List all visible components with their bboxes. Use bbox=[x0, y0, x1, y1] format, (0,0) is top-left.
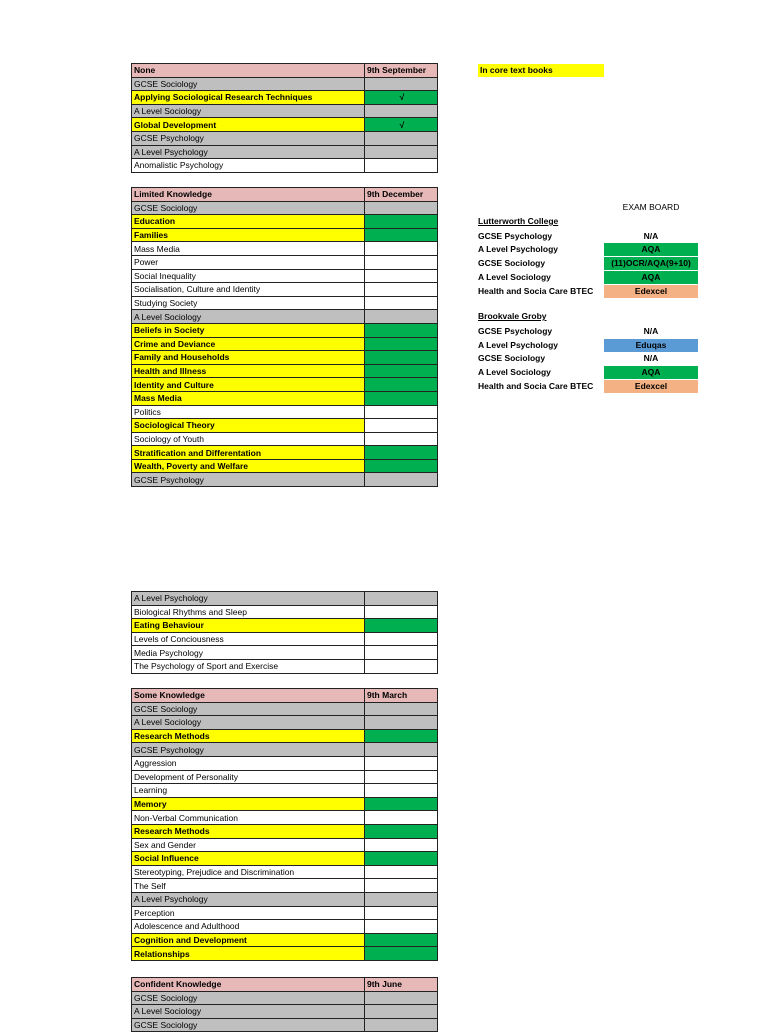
row-label: A Level Sociology bbox=[132, 1005, 365, 1019]
row-label: Non-Verbal Communication bbox=[132, 811, 365, 825]
table-row bbox=[132, 118, 438, 132]
row-label: A Level Psychology bbox=[132, 592, 365, 606]
exam-board-value: Eduqas bbox=[604, 339, 698, 352]
exam-board-row bbox=[478, 380, 698, 393]
table-row bbox=[132, 838, 438, 852]
table-row bbox=[132, 1005, 438, 1019]
table-row bbox=[132, 269, 438, 283]
row-status-cell bbox=[365, 756, 438, 770]
row-status-cell bbox=[365, 797, 438, 811]
row-status-cell bbox=[365, 933, 438, 947]
table-header-row bbox=[132, 978, 438, 992]
row-status-cell bbox=[365, 702, 438, 716]
row-status-cell bbox=[365, 242, 438, 256]
row-status-cell bbox=[365, 947, 438, 961]
row-label: The Self bbox=[132, 879, 365, 893]
table-row bbox=[132, 729, 438, 743]
row-status-cell bbox=[365, 364, 438, 378]
row-label: A Level Psychology bbox=[132, 892, 365, 906]
exam-board-value: N/A bbox=[643, 353, 659, 364]
exam-board-value: AQA bbox=[604, 366, 698, 379]
exam-board-row bbox=[478, 230, 698, 243]
table-row bbox=[132, 1018, 438, 1032]
row-status-cell bbox=[365, 879, 438, 893]
exam-board-value: AQA bbox=[604, 271, 698, 284]
exam-board-row bbox=[478, 257, 698, 270]
row-status-cell bbox=[365, 852, 438, 866]
table-row bbox=[132, 892, 438, 906]
course-label: Health and Socia Care BTEC bbox=[478, 285, 594, 296]
table-row bbox=[132, 716, 438, 730]
table-row bbox=[132, 228, 438, 242]
row-status-cell bbox=[365, 619, 438, 633]
table-row bbox=[132, 378, 438, 392]
row-status-cell bbox=[365, 215, 438, 229]
row-label: A Level Sociology bbox=[132, 104, 365, 118]
course-label: A Level Psychology bbox=[478, 244, 558, 255]
row-label: GCSE Sociology bbox=[132, 702, 365, 716]
table-limited-knowledge bbox=[131, 187, 438, 487]
course-label: A Level Sociology bbox=[478, 367, 551, 377]
table-header-date: 9th September bbox=[365, 64, 438, 78]
row-label: A Level Psychology bbox=[132, 145, 365, 159]
table-none bbox=[131, 63, 438, 173]
table-header-row bbox=[132, 689, 438, 703]
table-header-label: None bbox=[132, 64, 365, 78]
row-label: Biological Rhythms and Sleep bbox=[132, 605, 365, 619]
table-row bbox=[132, 255, 438, 269]
row-label: Development of Personality bbox=[132, 770, 365, 784]
row-status-cell bbox=[365, 104, 438, 118]
course-label: GCSE Sociology bbox=[478, 353, 546, 364]
row-label: Education bbox=[132, 215, 365, 229]
exam-board-value: N/A bbox=[643, 230, 659, 241]
exam-board-value: (11)OCR/AQA(9+10) bbox=[604, 257, 698, 270]
row-status-cell bbox=[365, 892, 438, 906]
row-label: A Level Sociology bbox=[132, 716, 365, 730]
row-label: GCSE Sociology bbox=[132, 991, 365, 1005]
row-status-cell bbox=[365, 459, 438, 473]
exam-board-value: N/A bbox=[643, 325, 659, 336]
table-row bbox=[132, 364, 438, 378]
row-status-cell bbox=[365, 991, 438, 1005]
row-status-cell bbox=[365, 283, 438, 297]
table-row bbox=[132, 104, 438, 118]
exam-board-value: Edexcel bbox=[604, 285, 698, 298]
table-row bbox=[132, 473, 438, 487]
row-label: Social Influence bbox=[132, 852, 365, 866]
row-status-cell bbox=[365, 296, 438, 310]
table-header-date: 9th March bbox=[365, 689, 438, 703]
table-row bbox=[132, 419, 438, 433]
table-row bbox=[132, 797, 438, 811]
table-row bbox=[132, 310, 438, 324]
table-row bbox=[132, 933, 438, 947]
course-label: GCSE Psychology bbox=[478, 230, 553, 241]
row-status-cell: √ bbox=[365, 91, 438, 105]
row-label: GCSE Psychology bbox=[132, 473, 365, 487]
row-label: Health and Illness bbox=[132, 364, 365, 378]
row-label: Research Methods bbox=[132, 729, 365, 743]
table-row bbox=[132, 446, 438, 460]
course-label: GCSE Sociology bbox=[478, 258, 546, 269]
table-row bbox=[132, 865, 438, 879]
table-row bbox=[132, 337, 438, 351]
table-row bbox=[132, 145, 438, 159]
table-row bbox=[132, 351, 438, 365]
row-status-cell bbox=[365, 337, 438, 351]
row-status-cell bbox=[365, 310, 438, 324]
row-status-cell bbox=[365, 391, 438, 405]
row-status-cell bbox=[365, 784, 438, 798]
table-row bbox=[132, 824, 438, 838]
row-label: Politics bbox=[132, 405, 365, 419]
row-label: Power bbox=[132, 255, 365, 269]
table-a-level-psychology bbox=[131, 591, 438, 674]
row-label: Relationships bbox=[132, 947, 365, 961]
row-label: Identity and Culture bbox=[132, 378, 365, 392]
row-label: Social Inequality bbox=[132, 269, 365, 283]
row-label: Learning bbox=[132, 784, 365, 798]
row-label: GCSE Psychology bbox=[132, 743, 365, 757]
course-label: Health and Socia Care BTEC bbox=[478, 380, 594, 391]
table-header-label: Some Knowledge bbox=[132, 689, 365, 703]
row-label: Research Methods bbox=[132, 824, 365, 838]
table-row bbox=[132, 605, 438, 619]
legend-core-text-books bbox=[478, 64, 604, 77]
table-row bbox=[132, 646, 438, 660]
row-status-cell bbox=[365, 131, 438, 145]
row-status-cell bbox=[365, 659, 438, 673]
row-status-cell bbox=[365, 920, 438, 934]
table-row bbox=[132, 947, 438, 961]
table-row bbox=[132, 879, 438, 893]
table-row bbox=[132, 201, 438, 215]
table-row bbox=[132, 659, 438, 673]
row-label: Memory bbox=[132, 797, 365, 811]
row-label: Anomalistic Psychology bbox=[132, 159, 365, 173]
row-status-cell bbox=[365, 824, 438, 838]
table-row bbox=[132, 906, 438, 920]
table-row bbox=[132, 405, 438, 419]
row-status-cell bbox=[365, 473, 438, 487]
row-status-cell bbox=[365, 77, 438, 91]
exam-board-row bbox=[478, 325, 698, 338]
row-status-cell bbox=[365, 378, 438, 392]
table-row bbox=[132, 296, 438, 310]
exam-board-row bbox=[478, 271, 698, 284]
row-status-cell bbox=[365, 646, 438, 660]
row-status-cell bbox=[365, 351, 438, 365]
table-header-date: 9th December bbox=[365, 188, 438, 202]
row-status-cell bbox=[365, 906, 438, 920]
table-header-row bbox=[132, 64, 438, 78]
exam-board-value: Edexcel bbox=[604, 380, 698, 393]
table-row bbox=[132, 159, 438, 173]
table-row bbox=[132, 756, 438, 770]
row-status-cell bbox=[365, 201, 438, 215]
row-label: GCSE Sociology bbox=[132, 201, 365, 215]
row-label: Media Psychology bbox=[132, 646, 365, 660]
row-status-cell bbox=[365, 446, 438, 460]
row-status-cell bbox=[365, 1005, 438, 1019]
row-status-cell bbox=[365, 605, 438, 619]
table-row bbox=[132, 619, 438, 633]
row-label: Wealth, Poverty and Welfare bbox=[132, 459, 365, 473]
row-status-cell bbox=[365, 838, 438, 852]
row-status-cell bbox=[365, 145, 438, 159]
exam-board-row bbox=[478, 285, 698, 298]
table-row bbox=[132, 920, 438, 934]
row-status-cell bbox=[365, 255, 438, 269]
exam-board-row bbox=[478, 339, 698, 352]
exam-board-row bbox=[478, 352, 698, 365]
row-label: Cognition and Development bbox=[132, 933, 365, 947]
row-label: Stratification and Differentation bbox=[132, 446, 365, 460]
row-label: GCSE Sociology bbox=[132, 77, 365, 91]
table-header-row bbox=[132, 188, 438, 202]
row-label: A Level Sociology bbox=[132, 310, 365, 324]
row-label: Sex and Gender bbox=[132, 838, 365, 852]
college-name: Brookvale Groby bbox=[478, 311, 547, 322]
table-row bbox=[132, 391, 438, 405]
table-row bbox=[132, 215, 438, 229]
table-row bbox=[132, 323, 438, 337]
row-status-cell bbox=[365, 729, 438, 743]
row-status-cell bbox=[365, 716, 438, 730]
table-row bbox=[132, 991, 438, 1005]
table-row bbox=[132, 77, 438, 91]
college-name: Lutterworth College bbox=[478, 216, 559, 226]
row-status-cell bbox=[365, 269, 438, 283]
table-row bbox=[132, 459, 438, 473]
row-label: Socialisation, Culture and Identity bbox=[132, 283, 365, 297]
row-label: Global Development bbox=[132, 118, 365, 132]
row-status-cell bbox=[365, 743, 438, 757]
table-row bbox=[132, 852, 438, 866]
table-row bbox=[132, 743, 438, 757]
table-row bbox=[132, 784, 438, 798]
table-header-label: Limited Knowledge bbox=[132, 188, 365, 202]
row-status-cell bbox=[365, 323, 438, 337]
row-label: Eating Behaviour bbox=[132, 619, 365, 633]
row-label: Sociology of Youth bbox=[132, 432, 365, 446]
table-header-date: 9th June bbox=[365, 978, 438, 992]
exam-board-row bbox=[478, 243, 698, 256]
course-label: A Level Sociology bbox=[478, 271, 551, 282]
row-status-cell bbox=[365, 865, 438, 879]
row-label: Perception bbox=[132, 906, 365, 920]
row-status-cell bbox=[365, 228, 438, 242]
exam-board-value: AQA bbox=[604, 243, 698, 256]
table-row bbox=[132, 131, 438, 145]
row-label: Mass Media bbox=[132, 391, 365, 405]
table-row bbox=[132, 770, 438, 784]
course-label: A Level Psychology bbox=[478, 339, 558, 350]
row-status-cell bbox=[365, 419, 438, 433]
table-row bbox=[132, 283, 438, 297]
table-row bbox=[132, 632, 438, 646]
table-row bbox=[132, 91, 438, 105]
row-status-cell bbox=[365, 405, 438, 419]
row-status-cell bbox=[365, 432, 438, 446]
row-status-cell bbox=[365, 592, 438, 606]
table-row bbox=[132, 702, 438, 716]
exam-board-row bbox=[478, 366, 698, 379]
row-label: Aggression bbox=[132, 756, 365, 770]
row-label: Sociological Theory bbox=[132, 419, 365, 433]
row-label: Crime and Deviance bbox=[132, 337, 365, 351]
row-label: GCSE Sociology bbox=[132, 1018, 365, 1032]
row-label: GCSE Psychology bbox=[132, 131, 365, 145]
row-status-cell bbox=[365, 1018, 438, 1032]
row-status-cell bbox=[365, 632, 438, 646]
table-row bbox=[132, 592, 438, 606]
table-some-knowledge bbox=[131, 688, 438, 961]
row-label: Family and Households bbox=[132, 351, 365, 365]
row-label: Mass Media bbox=[132, 242, 365, 256]
row-status-cell: √ bbox=[365, 118, 438, 132]
table-row bbox=[132, 242, 438, 256]
course-label: GCSE Psychology bbox=[478, 325, 553, 336]
row-label: Families bbox=[132, 228, 365, 242]
table-row bbox=[132, 432, 438, 446]
row-status-cell bbox=[365, 811, 438, 825]
row-status-cell bbox=[365, 770, 438, 784]
row-label: Adolescence and Adulthood bbox=[132, 920, 365, 934]
exam-board-header: EXAM BOARD bbox=[622, 202, 680, 212]
table-row bbox=[132, 811, 438, 825]
row-label: Stereotyping, Prejudice and Discrimination bbox=[132, 865, 365, 879]
row-status-cell bbox=[365, 159, 438, 173]
row-label: The Psychology of Sport and Exercise bbox=[132, 659, 365, 673]
row-label: Applying Sociological Research Techniques bbox=[132, 91, 365, 105]
row-label: Levels of Conciousness bbox=[132, 632, 365, 646]
legend-label: In core text books bbox=[480, 65, 553, 75]
row-label: Beliefs in Society bbox=[132, 323, 365, 337]
row-label: Studying Society bbox=[132, 296, 365, 310]
table-header-label: Confident Knowledge bbox=[132, 978, 365, 992]
